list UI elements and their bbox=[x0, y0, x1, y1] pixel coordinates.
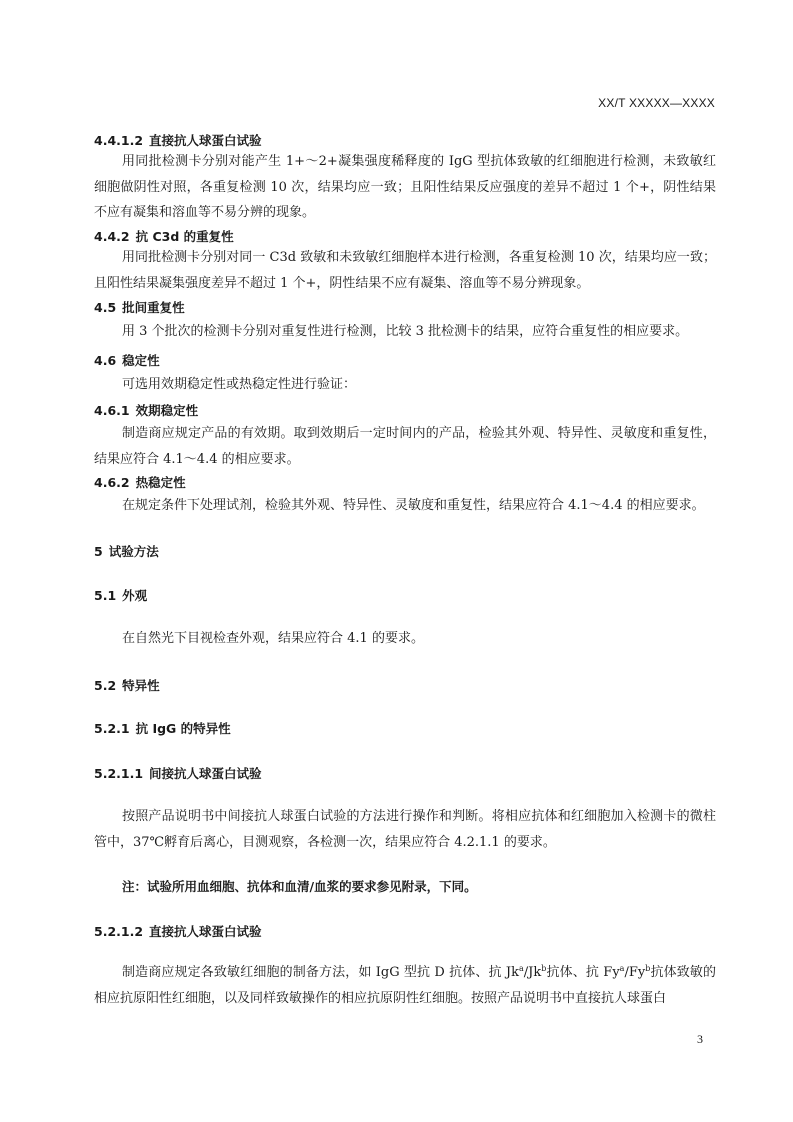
section-title: 批间重复性 bbox=[122, 300, 185, 315]
section-number: 4.4.1.2 bbox=[94, 133, 144, 148]
superscript: a bbox=[619, 964, 625, 973]
text-run: 抗体致敏的相应抗原阳性红细胞，以及同样致敏操作的相应抗原阴性红细胞。按照产品说明书中直接抗人球蛋白 bbox=[94, 965, 716, 1006]
superscript: a bbox=[519, 964, 524, 973]
paragraph-5-2-1-2 bbox=[94, 960, 716, 1011]
text-run: /Jk bbox=[523, 965, 542, 980]
heading-4-6-2 bbox=[94, 474, 716, 492]
section-title: 抗 C3d 的重复性 bbox=[135, 229, 234, 244]
section-title: 间接抗人球蛋白试验 bbox=[149, 766, 262, 781]
section-number: 5.2.1.1 bbox=[94, 766, 144, 781]
text-run: /Fy bbox=[624, 965, 646, 980]
section-number: 4.6.1 bbox=[94, 403, 130, 418]
section-title: 试验方法 bbox=[108, 544, 159, 559]
heading-4-6 bbox=[94, 352, 716, 370]
heading-5 bbox=[94, 543, 716, 561]
paragraph-4-5: 用 3 个批次的检测卡分别对重复性进行检测，比较 3 批检测卡的结果，应符合重复性的相应要求。 bbox=[122, 324, 689, 339]
section-number: 4.5 bbox=[94, 300, 117, 315]
section-number: 5 bbox=[94, 544, 103, 559]
paragraph-5-1: 在自然光下目视检查外观，结果应符合 4.1 的要求。 bbox=[122, 631, 424, 646]
text-run: 抗体、抗 Fy bbox=[546, 965, 620, 980]
section-title: 效期稳定性 bbox=[135, 403, 199, 418]
section-title: 特异性 bbox=[122, 678, 160, 693]
section-title: 外观 bbox=[122, 588, 148, 603]
heading-4-4-2 bbox=[94, 228, 716, 246]
paragraph-4-4-1-2: 用同批检测卡分别对能产生 1+～2+凝集强度稀释度的 IgG 型抗体致敏的红细胞进行检测，未致敏红细胞做阴性对照，各重复检测 10 次，结果均应一致；且阳性结果反应强度的差异不超过 1 个+，阴性结果不应有凝集和溶血等不易分辨的现象。 bbox=[94, 154, 716, 220]
note: 注：试验所用血细胞、抗体和血清/血浆的要求参见附录，下同。 bbox=[122, 879, 477, 894]
section-title: 热稳定性 bbox=[135, 475, 186, 490]
heading-5-1 bbox=[94, 587, 716, 605]
heading-5-2 bbox=[94, 677, 716, 695]
superscript: b bbox=[541, 964, 547, 973]
section-title: 稳定性 bbox=[122, 353, 160, 368]
text-run: 制造商应规定各致敏红细胞的制备方法，如 IgG 型抗 D 抗体、抗 Jk bbox=[122, 965, 519, 980]
paragraph-4-6-2: 在规定条件下处理试剂，检验其外观、特异性、灵敏度和重复性，结果应符合 4.1～4.4 的相应要求。 bbox=[122, 498, 705, 513]
section-number: 5.2.1.2 bbox=[94, 924, 144, 939]
paragraph-4-6-1: 制造商应规定产品的有效期。取到效期后一定时间内的产品，检验其外观、特异性、灵敏度和重复性，结果应符合 4.1～4.4 的相应要求。 bbox=[94, 426, 716, 467]
section-number: 5.1 bbox=[94, 588, 117, 603]
heading-5-2-1 bbox=[94, 720, 716, 738]
page-number: 3 bbox=[697, 1032, 703, 1046]
document-code: XX/T XXXXX—XXXX bbox=[598, 96, 715, 110]
section-number: 4.4.2 bbox=[94, 229, 130, 244]
section-number: 5.2.1 bbox=[94, 721, 130, 736]
heading-5-2-1-1 bbox=[94, 765, 716, 783]
section-title: 直接抗人球蛋白试验 bbox=[149, 924, 262, 939]
section-title: 直接抗人球蛋白试验 bbox=[149, 133, 262, 148]
paragraph-5-2-1-1: 按照产品说明书中间接抗人球蛋白试验的方法进行操作和判断。将相应抗体和红细胞加入检测卡的微柱管中，37℃孵育后离心，目测观察，各检测一次，结果应符合 4.2.1.1 的要求。 bbox=[94, 809, 716, 850]
heading-4-4-1-2 bbox=[94, 132, 716, 150]
section-number: 4.6.2 bbox=[94, 475, 130, 490]
heading-4-5 bbox=[94, 299, 716, 317]
section-title: 抗 IgG 的特异性 bbox=[135, 721, 231, 736]
heading-4-6-1 bbox=[94, 402, 716, 420]
paragraph-4-6: 可选用效期稳定性或热稳定性进行验证： bbox=[122, 377, 357, 392]
paragraph-4-4-2: 用同批检测卡分别对同一 C3d 致敏和未致敏红细胞样本进行检测，各重复检测 10 次，结果均应一致；且阳性结果凝集强度差异不超过 1 个+，阴性结果不应有凝集、溶血等不易分辨现象。 bbox=[94, 250, 716, 291]
superscript: b bbox=[645, 964, 651, 973]
heading-5-2-1-2 bbox=[94, 923, 716, 941]
section-number: 4.6 bbox=[94, 353, 117, 368]
section-number: 5.2 bbox=[94, 678, 117, 693]
